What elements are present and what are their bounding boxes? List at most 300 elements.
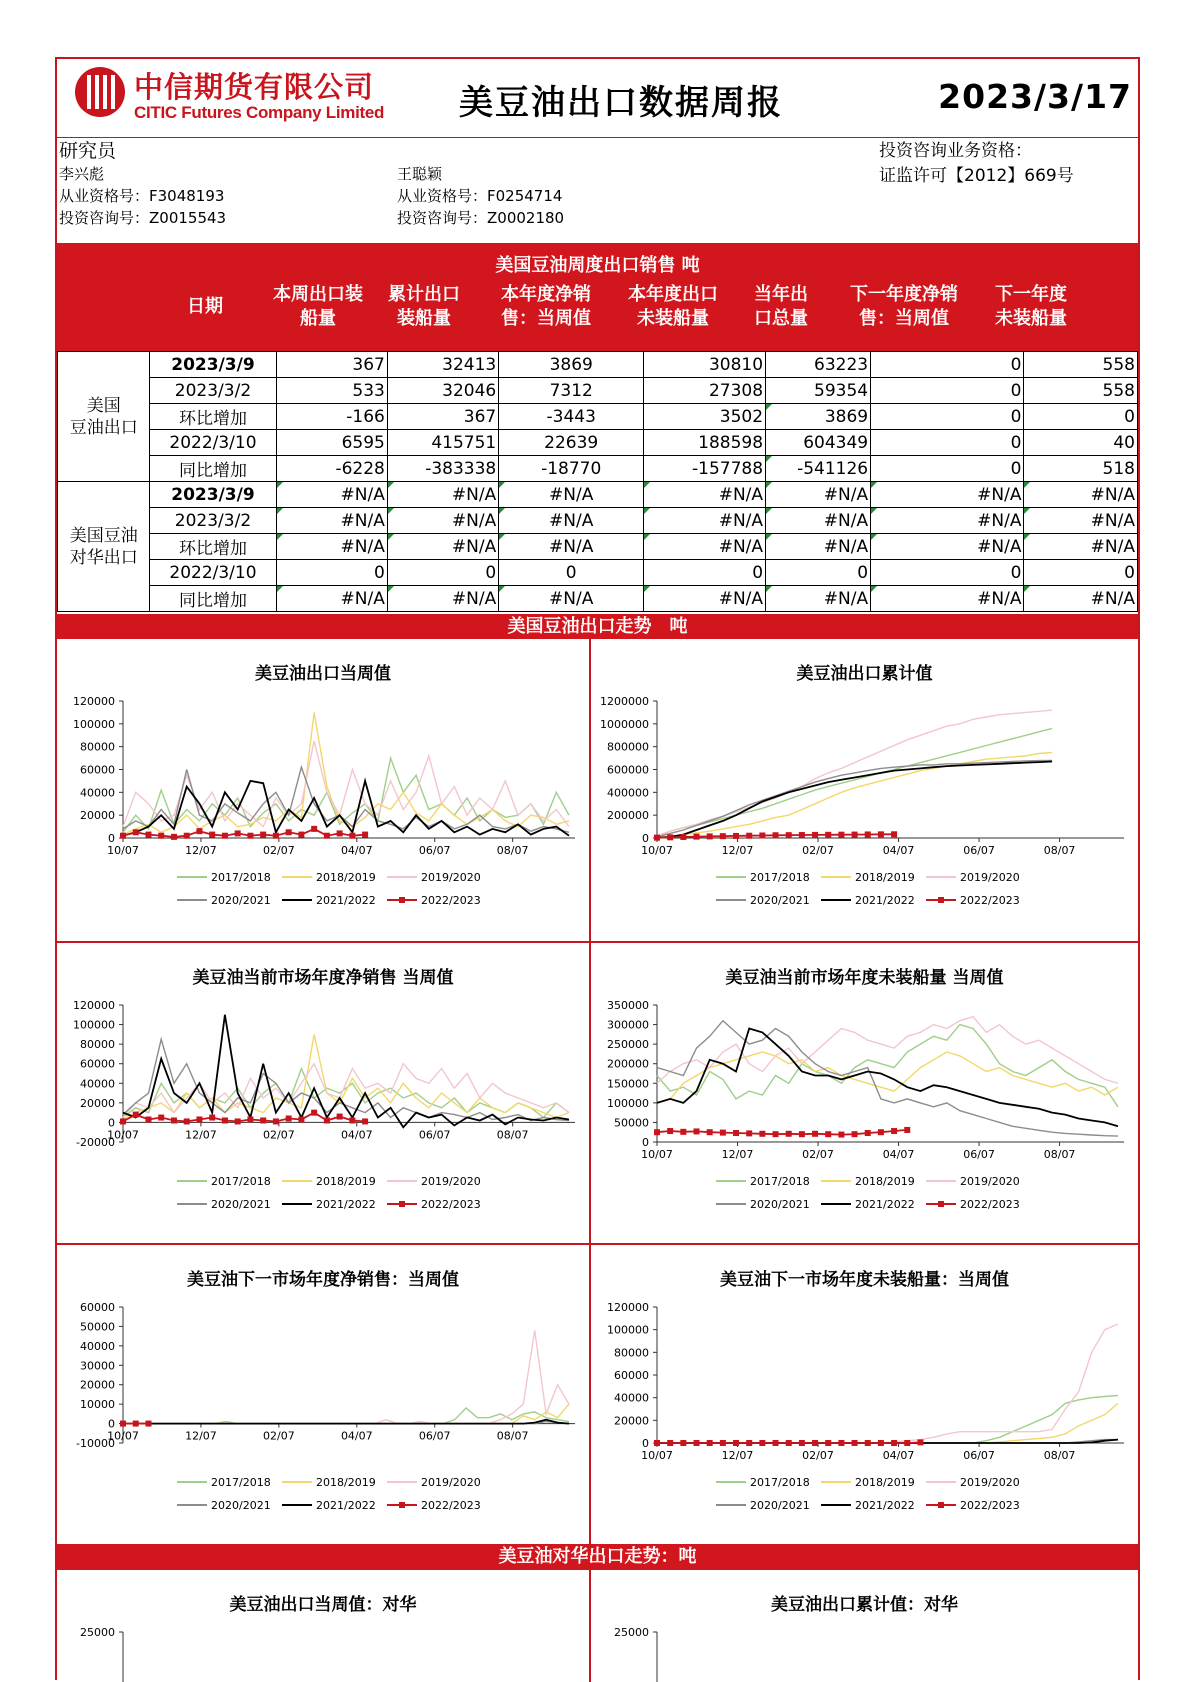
value-cell: 0 [871, 456, 1024, 482]
value-cell: #N/A [276, 508, 387, 534]
row-date-cell: 2023/3/9 [150, 482, 276, 508]
series-marker [825, 1131, 831, 1137]
legend-entry: 2017/2018 [750, 871, 810, 884]
y-tick-label: 600000 [607, 763, 649, 777]
chart-title: 美豆油出口累计值 [796, 664, 933, 684]
series-marker [311, 1110, 317, 1116]
row-date-cell: 2022/3/10 [150, 560, 276, 586]
series-marker [799, 832, 805, 838]
value-cell: 0 [871, 430, 1024, 456]
y-tick-label: 120000 [73, 999, 115, 1012]
col-header-4 [477, 283, 615, 331]
y-tick-label: 60000 [80, 1057, 115, 1071]
y-tick-label: 200000 [607, 1057, 649, 1071]
report-header [57, 59, 1138, 138]
table-row [58, 456, 1138, 482]
x-tick-label: 10/07 [641, 1148, 673, 1161]
series-marker [158, 1115, 164, 1121]
series-marker [694, 834, 700, 840]
legend-entry: 2020/2021 [750, 894, 810, 907]
value-cell: -18770 [499, 456, 644, 482]
series-marker [733, 1440, 739, 1446]
value-cell: 3869 [766, 404, 871, 430]
analyst-2-consult: 投资咨询号：Z0002180 [397, 209, 565, 227]
series-marker [680, 1129, 686, 1135]
x-tick-label: 10/07 [107, 1429, 139, 1443]
series-marker [654, 1129, 660, 1135]
line-chart [591, 1570, 1138, 1682]
legend-entry: 2018/2019 [855, 1476, 915, 1489]
y-tick-label: 120000 [607, 1301, 649, 1314]
value-cell: #N/A [499, 586, 644, 612]
chart-row-divider [57, 941, 1138, 943]
legend-entry: 2022/2023 [421, 1198, 481, 1211]
logo-en-text: CITIC Futures Company Limited [134, 103, 385, 122]
series-marker [812, 1440, 818, 1446]
y-tick-label: 250000 [607, 1038, 649, 1052]
table-row [58, 378, 1138, 404]
series-marker [852, 1131, 858, 1137]
series-marker [838, 832, 844, 838]
series-marker [786, 832, 792, 838]
series-marker [917, 1439, 923, 1445]
series-marker [260, 832, 266, 838]
x-tick-label: 02/07 [263, 844, 295, 857]
value-cell: #N/A [387, 482, 498, 508]
y-tick-label: 100000 [607, 1323, 649, 1337]
series-marker [773, 1440, 779, 1446]
report-title: 美豆油出口数据周报 [459, 83, 783, 123]
band-us-exports-trend: 美国豆油出口走势 吨 [57, 614, 1138, 639]
legend-entry: 2019/2020 [421, 1175, 481, 1188]
col-header-line1: 日期 [187, 296, 223, 317]
series-marker [865, 831, 871, 837]
x-tick-label: 12/07 [185, 1128, 217, 1142]
x-tick-label: 08/07 [1043, 1148, 1076, 1161]
y-tick-label: 25000 [80, 1626, 115, 1639]
series-marker [120, 1421, 126, 1427]
value-cell: 558 [1024, 352, 1138, 378]
value-cell: #N/A [1024, 586, 1138, 612]
series-marker [733, 833, 739, 839]
series-line-2018-2019 [657, 1052, 1118, 1103]
y-tick-label: 80000 [80, 1038, 115, 1052]
x-tick-label: 10/07 [641, 1449, 673, 1462]
value-cell: 0 [871, 352, 1024, 378]
series-marker [286, 1116, 292, 1122]
value-cell: #N/A [276, 534, 387, 560]
series-marker [746, 833, 752, 839]
x-tick-label: 02/07 [263, 1128, 295, 1142]
value-cell: 518 [1024, 456, 1138, 482]
legend-entry: 2020/2021 [211, 1499, 271, 1512]
value-cell: #N/A [766, 482, 871, 508]
chart-panel [57, 941, 589, 1245]
series-marker [746, 1440, 752, 1446]
series-marker [349, 833, 355, 839]
y-tick-label: 10000 [80, 1398, 115, 1412]
x-tick-label: 10/07 [107, 844, 139, 857]
value-cell: 0 [871, 378, 1024, 404]
row-group-label [58, 482, 150, 612]
series-line-2020-2021 [657, 1021, 1118, 1136]
value-cell: -6228 [276, 456, 387, 482]
col-header-line1: 下一年度净销 [850, 284, 958, 305]
value-cell: -3443 [499, 404, 644, 430]
col-header-line2: 装船量 [397, 308, 451, 329]
table-row [58, 430, 1138, 456]
series-marker [891, 1128, 897, 1134]
series-line-2018-2019 [123, 1404, 569, 1424]
series-marker [759, 832, 765, 838]
series-marker [759, 1131, 765, 1137]
series-marker [759, 1440, 765, 1446]
value-cell: #N/A [387, 534, 498, 560]
series-marker [337, 1114, 343, 1120]
report-date: 2023/3/17 [938, 77, 1132, 116]
y-tick-label: 0 [642, 1437, 649, 1450]
series-marker [654, 1440, 660, 1446]
analyst-1-consult: 投资咨询号：Z0015543 [59, 209, 227, 227]
group-label-line: 美国 [86, 395, 121, 416]
series-marker [878, 831, 884, 837]
value-cell: 40 [1024, 430, 1138, 456]
legend-entry: 2021/2022 [316, 1499, 376, 1512]
chart-panel [591, 639, 1138, 941]
col-header-line2: 售：当周值 [859, 308, 949, 329]
value-cell: #N/A [276, 482, 387, 508]
value-cell: 188598 [644, 430, 766, 456]
x-tick-label: 12/07 [721, 1449, 754, 1462]
row-date-cell: 2023/3/9 [150, 352, 276, 378]
line-chart [591, 943, 1138, 1245]
analyst-2 [397, 163, 564, 229]
chart-panel [57, 639, 589, 941]
line-chart [57, 1245, 589, 1546]
series-marker [773, 832, 779, 838]
legend-entry: 2020/2021 [750, 1198, 810, 1211]
value-cell: -383338 [387, 456, 498, 482]
value-cell: 0 [387, 560, 498, 586]
series-marker [273, 833, 279, 839]
series-marker [746, 1130, 752, 1136]
value-cell: #N/A [499, 534, 644, 560]
series-marker [158, 833, 164, 839]
y-tick-label: 400000 [607, 786, 649, 800]
series-line-2019-2020 [123, 741, 569, 827]
value-cell: 32046 [387, 378, 498, 404]
y-tick-label: 0 [642, 1136, 649, 1149]
legend-entry: 2022/2023 [421, 1499, 481, 1512]
col-header-line1: 本周出口装 [273, 284, 363, 305]
license-label: 投资咨询业务资格： [879, 141, 1032, 161]
value-cell: 533 [276, 378, 387, 404]
y-tick-label: 350000 [607, 999, 649, 1012]
value-cell: #N/A [871, 482, 1024, 508]
y-tick-label: 1200000 [600, 695, 649, 708]
series-marker [904, 1127, 910, 1133]
legend-entry: 2019/2020 [421, 1476, 481, 1489]
legend-entry: 2018/2019 [855, 1175, 915, 1188]
x-tick-label: 08/07 [496, 1128, 529, 1142]
y-tick-label: 1000000 [600, 717, 649, 731]
y-tick-label: 30000 [80, 1359, 115, 1373]
series-marker [349, 1117, 355, 1123]
x-tick-label: 08/07 [496, 844, 529, 857]
col-header-7 [831, 283, 977, 331]
report-page [55, 57, 1140, 1680]
series-line-2017-2018 [657, 728, 1052, 837]
col-header-line1: 本年度净销 [501, 284, 591, 305]
series-marker [825, 1440, 831, 1446]
chart-panel [591, 1570, 1138, 1682]
value-cell: #N/A [499, 482, 644, 508]
series-marker [694, 1440, 700, 1446]
value-cell: 367 [387, 404, 498, 430]
series-line-2021-2022 [123, 1420, 569, 1424]
series-marker [171, 1117, 177, 1123]
col-header-line2: 船量 [300, 308, 336, 329]
legend-entry: 2021/2022 [316, 1198, 376, 1211]
row-date-cell: 环比增加 [150, 534, 276, 560]
legend-entry: 2021/2022 [316, 894, 376, 907]
legend-entry: 2019/2020 [960, 1175, 1020, 1188]
citic-logo-icon [75, 67, 125, 117]
series-marker [891, 831, 897, 837]
series-marker [733, 1130, 739, 1136]
series-line-2018-2019 [657, 752, 1052, 837]
col-header-1 [145, 295, 265, 319]
value-cell: #N/A [1024, 482, 1138, 508]
legend-entry: 2020/2021 [211, 1198, 271, 1211]
series-marker [298, 832, 304, 838]
y-tick-label: 0 [642, 832, 649, 845]
series-marker [362, 1118, 368, 1124]
legend-entry: 2020/2021 [211, 894, 271, 907]
x-tick-label: 06/07 [963, 844, 995, 857]
chart-title: 美豆油当前市场年度净销售 当周值 [192, 968, 454, 988]
y-tick-label: 60000 [614, 1369, 649, 1382]
y-tick-label: 20000 [80, 809, 115, 823]
series-marker [667, 1440, 673, 1446]
value-cell: #N/A [387, 508, 498, 534]
series-marker [812, 1131, 818, 1137]
value-cell: 32413 [387, 352, 498, 378]
row-group-label [58, 352, 150, 482]
series-marker [337, 830, 343, 836]
legend-entry: 2017/2018 [750, 1175, 810, 1188]
series-marker [667, 834, 673, 840]
chart-title: 美豆油出口当周值：对华 [229, 1595, 417, 1615]
chart-panel [57, 1243, 589, 1546]
series-marker [222, 1117, 228, 1123]
col-header-line2: 未装船量 [995, 308, 1067, 329]
value-cell: -166 [276, 404, 387, 430]
series-marker [235, 830, 241, 836]
col-header-line2: 售：当周值 [501, 308, 591, 329]
series-marker [786, 1131, 792, 1137]
chart-title: 美豆油出口当周值 [255, 664, 391, 684]
value-cell: 27308 [644, 378, 766, 404]
y-tick-label: 0 [108, 832, 115, 845]
series-marker [273, 1118, 279, 1124]
series-marker [878, 1440, 884, 1446]
row-date-cell: 2022/3/10 [150, 430, 276, 456]
series-marker [865, 1130, 871, 1136]
value-cell: 7312 [499, 378, 644, 404]
legend-entry: 2018/2019 [855, 871, 915, 884]
series-marker [707, 833, 713, 839]
series-marker [773, 1131, 779, 1137]
x-tick-label: 12/07 [721, 844, 754, 857]
series-marker [145, 1421, 151, 1427]
series-marker [812, 832, 818, 838]
value-cell: #N/A [871, 534, 1024, 560]
line-chart [57, 943, 589, 1245]
value-cell: #N/A [644, 482, 766, 508]
series-marker [720, 833, 726, 839]
y-tick-label: 200000 [607, 809, 649, 823]
value-cell: 0 [1024, 404, 1138, 430]
series-marker [324, 833, 330, 839]
y-tick-label: 300000 [607, 1018, 649, 1032]
series-marker [196, 828, 202, 834]
x-tick-label: 06/07 [418, 844, 451, 857]
table-row [58, 352, 1138, 378]
chart-panel [591, 941, 1138, 1245]
y-tick-label: 40000 [80, 1077, 115, 1091]
row-date-cell: 环比增加 [150, 404, 276, 430]
legend-entry: 2021/2022 [855, 1499, 915, 1512]
y-tick-label: 20000 [614, 1414, 649, 1428]
logo-cn-text: 中信期货有限公司 [134, 70, 375, 104]
analyst-1-qual: 从业资格号：F3048193 [59, 187, 225, 205]
chart-title: 美豆油当前市场年度未装船量 当周值 [725, 968, 1004, 988]
series-marker [362, 832, 368, 838]
analyst-2-name: 王聪颖 [397, 165, 443, 183]
table-row [58, 482, 1138, 508]
export-sales-table [57, 351, 1138, 612]
series-line-2017-2018 [123, 1069, 569, 1118]
col-header-line1: 下一年度 [995, 284, 1067, 305]
value-cell: 59354 [766, 378, 871, 404]
chart-title: 美豆油下一市场年度净销售：当周值 [187, 1270, 459, 1290]
table-band-title: 美国豆油周度出口销售 吨 [495, 255, 700, 276]
y-tick-label: 100000 [73, 717, 115, 731]
legend-entry: 2020/2021 [750, 1499, 810, 1512]
x-tick-label: 02/07 [802, 1148, 834, 1161]
series-marker [667, 1128, 673, 1134]
series-marker [891, 1440, 897, 1446]
line-chart [57, 1570, 589, 1682]
license-number: 证监许可【2012】669号 [879, 166, 1074, 186]
series-line-2019-2020 [657, 1017, 1118, 1084]
series-marker [247, 1116, 253, 1122]
x-tick-label: 06/07 [963, 1449, 995, 1462]
series-marker [247, 833, 253, 839]
value-cell: 0 [871, 404, 1024, 430]
row-date-cell: 2023/3/2 [150, 378, 276, 404]
legend-entry: 2022/2023 [960, 1499, 1020, 1512]
y-tick-label: 40000 [80, 786, 115, 800]
series-marker [184, 1118, 190, 1124]
series-marker [904, 1440, 910, 1446]
y-tick-label: 120000 [73, 695, 115, 708]
x-tick-label: 04/07 [882, 844, 915, 857]
series-line-2020-2021 [657, 760, 1052, 837]
y-tick-label: 20000 [80, 1096, 115, 1110]
value-cell: #N/A [644, 534, 766, 560]
series-marker [865, 1440, 871, 1446]
col-header-2 [265, 283, 371, 331]
license-block [879, 139, 1074, 189]
group-label-line: 美国豆油 [69, 525, 138, 546]
analyst-2-qual: 从业资格号：F0254714 [397, 187, 563, 205]
value-cell: 63223 [766, 352, 871, 378]
value-cell: 0 [276, 560, 387, 586]
series-marker [324, 1117, 330, 1123]
series-marker [171, 834, 177, 840]
legend-entry: 2022/2023 [960, 894, 1020, 907]
y-tick-label: -20000 [76, 1136, 115, 1149]
value-cell: 6595 [276, 430, 387, 456]
value-cell: #N/A [499, 508, 644, 534]
value-cell: #N/A [766, 508, 871, 534]
group-label-line: 豆油出口 [69, 417, 138, 438]
series-marker [133, 829, 139, 835]
table-row [58, 560, 1138, 586]
x-tick-label: 12/07 [185, 1429, 217, 1443]
table-column-headers [57, 277, 1138, 349]
series-marker [694, 1128, 700, 1134]
series-marker [145, 1116, 151, 1122]
value-cell: #N/A [644, 508, 766, 534]
value-cell: #N/A [387, 586, 498, 612]
chart-title: 美豆油出口累计值：对华 [771, 1595, 958, 1615]
y-tick-label: 0 [108, 1417, 115, 1431]
y-tick-label: 40000 [614, 1391, 649, 1405]
legend-entry: 2019/2020 [421, 871, 481, 884]
value-cell: 0 [766, 560, 871, 586]
table-row [58, 534, 1138, 560]
legend-entry: 2018/2019 [316, 1175, 376, 1188]
series-marker [133, 1112, 139, 1118]
x-tick-label: 08/07 [496, 1429, 529, 1443]
x-tick-label: 04/07 [340, 1128, 373, 1142]
value-cell: #N/A [1024, 508, 1138, 534]
analyst-1 [59, 139, 226, 229]
value-cell: #N/A [766, 534, 871, 560]
value-cell: #N/A [1024, 534, 1138, 560]
x-tick-label: 08/07 [1043, 1449, 1076, 1462]
x-tick-label: 02/07 [802, 1449, 834, 1462]
band-china-exports-trend: 美豆油对华出口走势：吨 [57, 1544, 1138, 1570]
row-date-cell: 同比增加 [150, 456, 276, 482]
series-marker [260, 1117, 266, 1123]
y-tick-label: 100000 [607, 1096, 649, 1110]
y-tick-label: 60000 [80, 763, 115, 777]
chart-panel [57, 1570, 589, 1682]
series-marker [720, 1440, 726, 1446]
x-tick-label: 06/07 [418, 1128, 451, 1142]
value-cell: 367 [276, 352, 387, 378]
value-cell: 22639 [499, 430, 644, 456]
table-header-band [57, 243, 1138, 351]
col-header-8 [977, 283, 1085, 331]
row-date-cell: 同比增加 [150, 586, 276, 612]
analyst-1-name: 李兴彪 [59, 165, 105, 183]
series-marker [286, 829, 292, 835]
